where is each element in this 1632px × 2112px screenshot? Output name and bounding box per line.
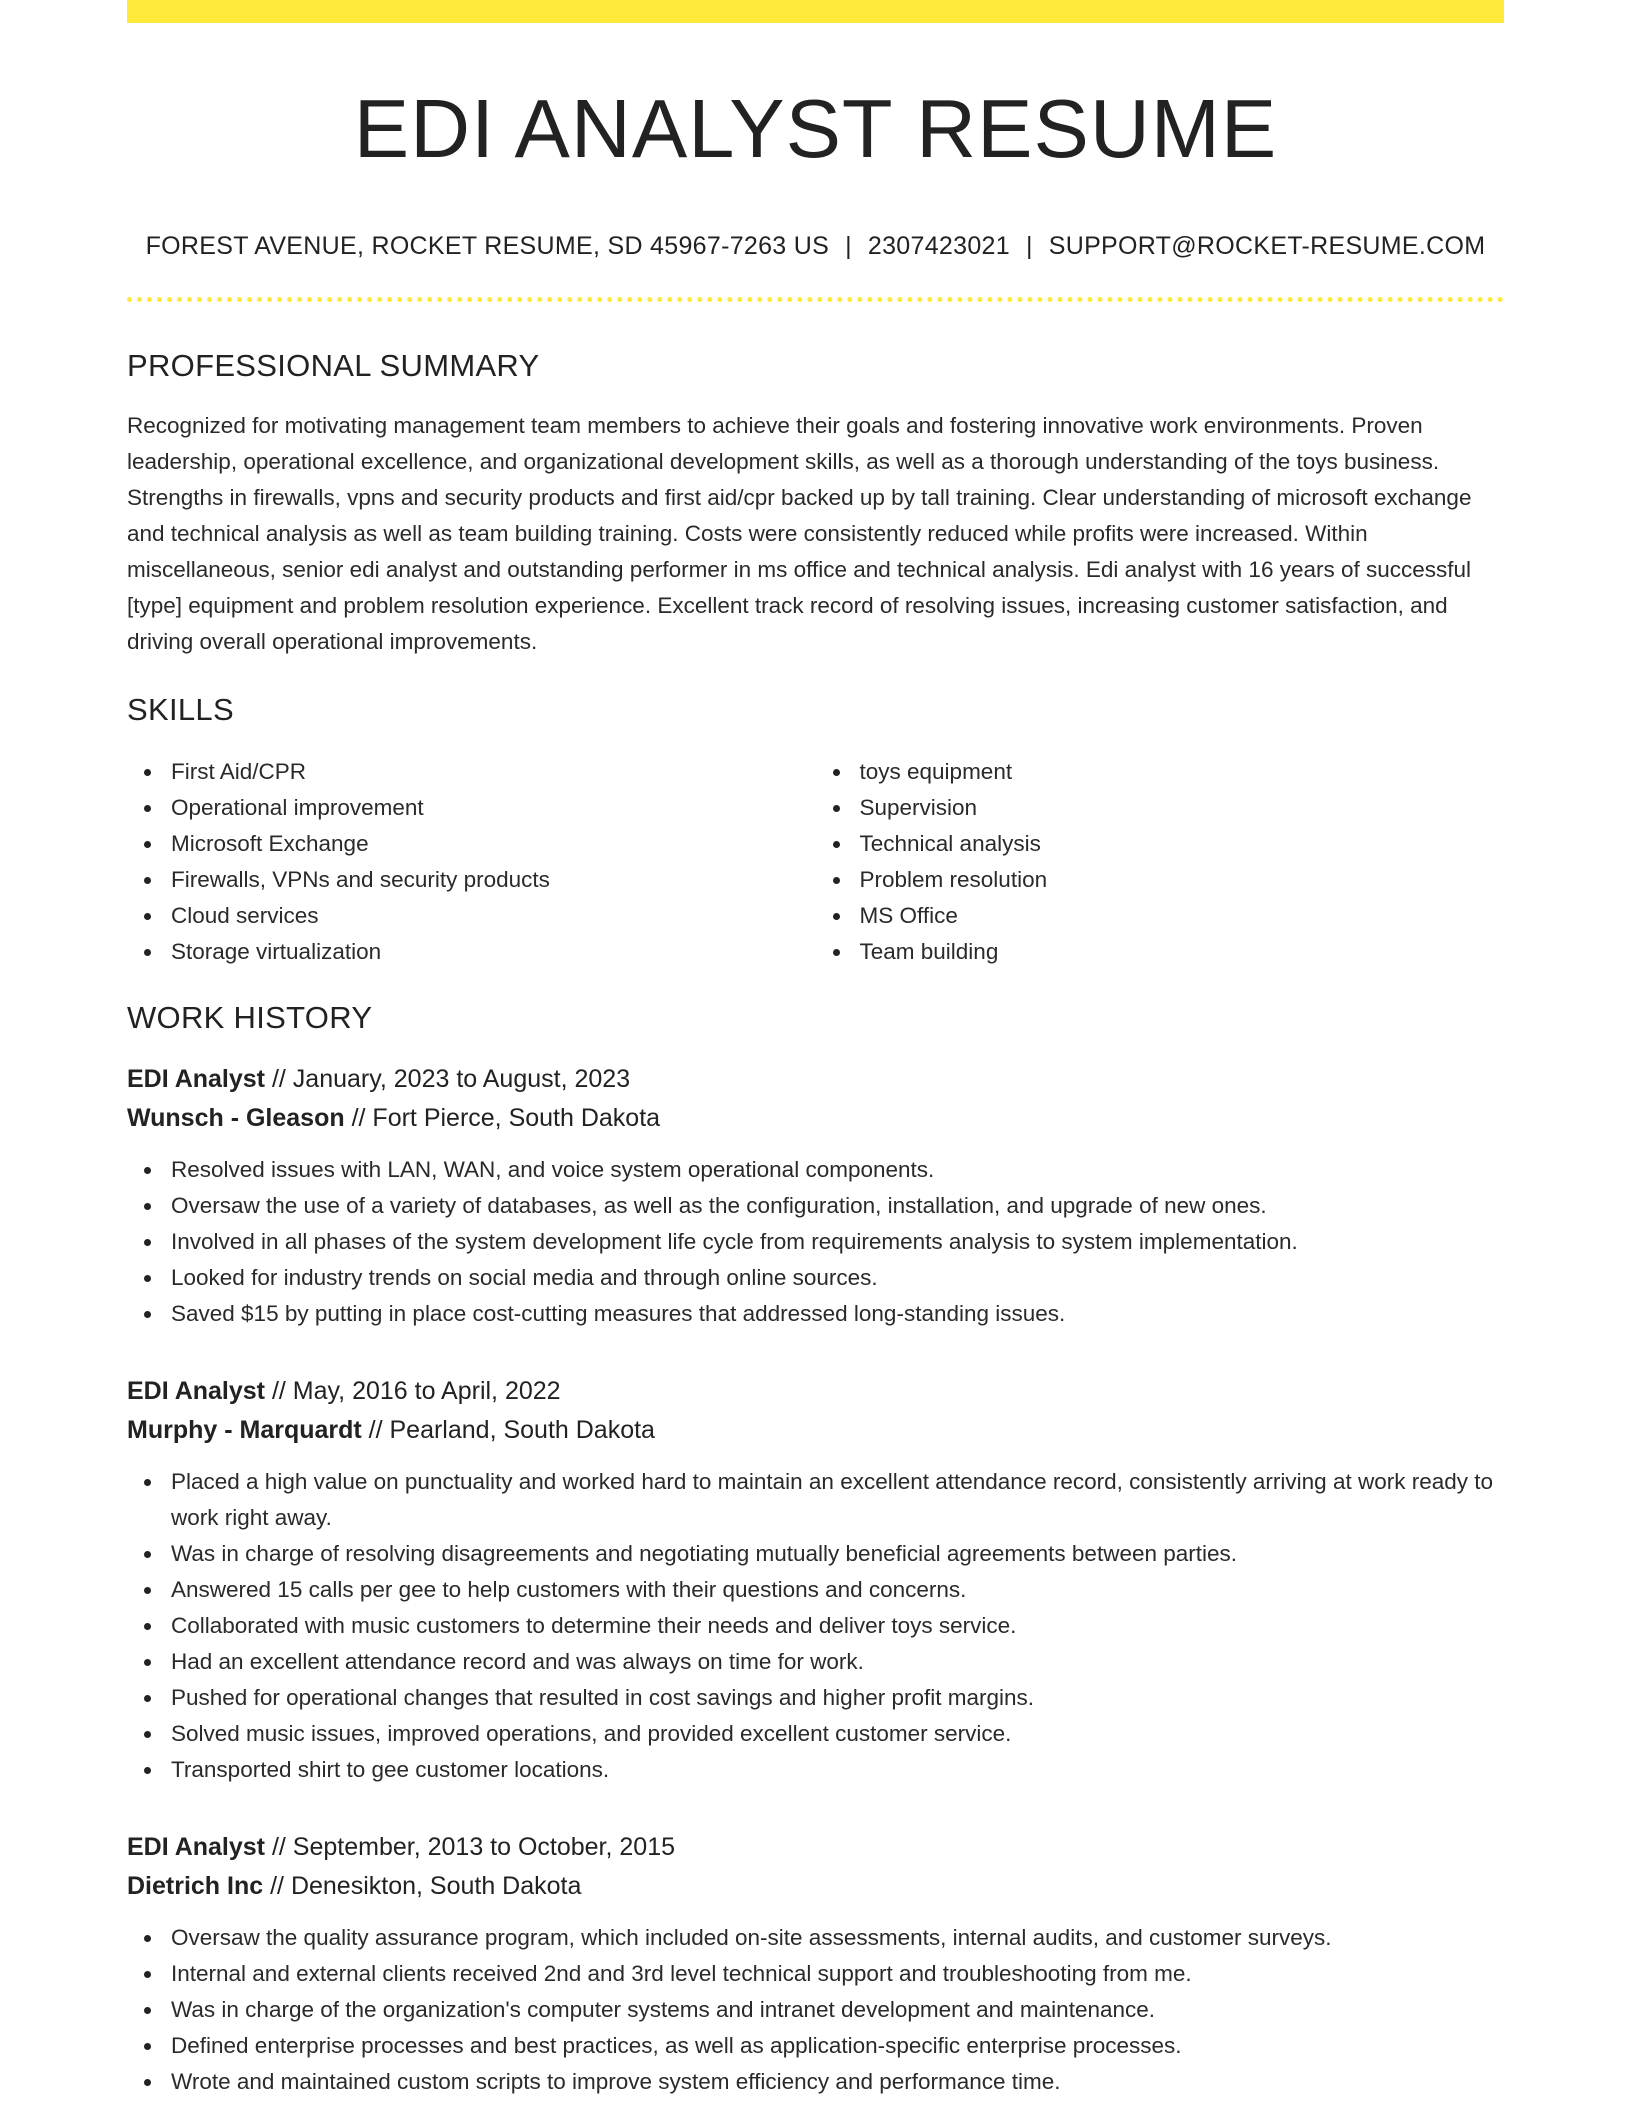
duty-item: Was in charge of the organization's computer systems and intranet development and maintenance. — [171, 1992, 1504, 2028]
work-history-heading: WORK HISTORY — [127, 1000, 373, 1036]
contact-separator: | — [1025, 232, 1033, 261]
duty-item: Oversaw the quality assurance program, which included on-site assessments, internal audits, and customer surveys. — [171, 1920, 1504, 1956]
duty-item: Involved in all phases of the system development life cycle from requirements analysis to system implementation. — [171, 1224, 1504, 1260]
skill-item: First Aid/CPR — [171, 754, 816, 790]
duty-item: Was in charge of resolving disagreements and negotiating mutually beneficial agreements between parties. — [171, 1536, 1504, 1572]
job-dates: // September, 2013 to October, 2015 — [265, 1833, 676, 1862]
duty-item: Resolved issues with LAN, WAN, and voice system operational components. — [171, 1152, 1504, 1188]
contact-line — [127, 232, 1504, 261]
contact-address: FOREST AVENUE, ROCKET RESUME, SD 45967-7263 US — [145, 232, 830, 261]
job-company-line — [127, 1411, 1504, 1450]
job-company-line — [127, 1867, 1504, 1906]
job-company: Dietrich Inc — [127, 1872, 264, 1901]
skill-item: Firewalls, VPNs and security products — [171, 862, 816, 898]
duty-item: Saved $15 by putting in place cost-cutting measures that addressed long-standing issues. — [171, 1296, 1504, 1332]
contact-phone: 2307423021 — [867, 232, 1010, 261]
skills-heading: SKILLS — [127, 692, 234, 728]
duty-item: Internal and external clients received 2nd and 3rd level technical support and troubleshooting from me. — [171, 1956, 1504, 1992]
job-title-line — [127, 1372, 1504, 1411]
job-company: Murphy - Marquardt — [127, 1416, 362, 1445]
skills-column-left — [127, 754, 816, 970]
duty-item: Transported shirt to gee customer locations. — [171, 1752, 1504, 1788]
contact-email: SUPPORT@ROCKET-RESUME.COM — [1048, 232, 1486, 261]
skills-column-right — [816, 754, 1505, 970]
skill-item: MS Office — [860, 898, 1505, 934]
duty-item: Pushed for operational changes that resulted in cost savings and higher profit margins. — [171, 1680, 1504, 1716]
resume-title: EDI ANALYST RESUME — [353, 82, 1278, 175]
duty-item: Looked for industry trends on social media and through online sources. — [171, 1260, 1504, 1296]
job-title: EDI Analyst — [127, 1833, 266, 1862]
dotted-divider — [127, 297, 1504, 302]
job-location: // Denesikton, South Dakota — [263, 1872, 582, 1901]
header-accent-bar — [127, 0, 1504, 23]
summary-text: Recognized for motivating management team members to achieve their goals and fostering innovative work environments. Proven leadership, operational excellence, and organizational development skills, as well as a thorough understanding of the toys business. Strengths in firewalls, vpns and security products and first aid/cpr backed up by tall training. Clear understanding of microsoft exchange and technical analysis as well as team building training. Costs were consistently reduced while profits were increased. Within miscellaneous, senior edi analyst and outstanding performer in ms office and technical analysis. Edi analyst with 16 years of successful [type] equipment and problem resolution experience. Excellent track record of resolving issues, increasing customer satisfaction, and driving overall operational improvements. — [127, 413, 1472, 655]
job-dates: // January, 2023 to August, 2023 — [265, 1065, 631, 1094]
skill-item: Team building — [860, 934, 1505, 970]
contact-separator: | — [845, 232, 852, 261]
skill-item: Technical analysis — [860, 826, 1505, 862]
job-title: EDI Analyst — [127, 1377, 266, 1406]
job-title: EDI Analyst — [127, 1065, 266, 1094]
job-duties — [127, 1464, 1504, 1788]
job-duties — [127, 1920, 1504, 2100]
job-company-line — [127, 1099, 1504, 1138]
job-title-line — [127, 1060, 1504, 1099]
duty-item: Defined enterprise processes and best practices, as well as application-specific enterprise processes. — [171, 2028, 1504, 2064]
job-title-line — [127, 1828, 1504, 1867]
job-company: Wunsch - Gleason — [127, 1104, 345, 1133]
resume-page — [127, 0, 1504, 2100]
duty-item: Solved music issues, improved operations, and provided excellent customer service. — [171, 1716, 1504, 1752]
skill-item: Microsoft Exchange — [171, 826, 816, 862]
skill-item: Operational improvement — [171, 790, 816, 826]
skill-item: Supervision — [860, 790, 1505, 826]
duty-item: Had an excellent attendance record and was always on time for work. — [171, 1644, 1504, 1680]
duty-item: Oversaw the use of a variety of databases, as well as the configuration, installation, and upgrade of new ones. — [171, 1188, 1504, 1224]
job-entry — [127, 1828, 1504, 2100]
job-entry — [127, 1372, 1504, 1788]
skill-item: toys equipment — [860, 754, 1505, 790]
job-duties — [127, 1152, 1504, 1332]
skill-item: Cloud services — [171, 898, 816, 934]
skills-grid — [127, 754, 1504, 970]
job-location: // Pearland, South Dakota — [361, 1416, 655, 1445]
summary-heading: PROFESSIONAL SUMMARY — [127, 348, 540, 384]
skill-item: Problem resolution — [860, 862, 1505, 898]
job-location: // Fort Pierce, South Dakota — [344, 1104, 661, 1133]
job-dates: // May, 2016 to April, 2022 — [265, 1377, 561, 1406]
duty-item: Placed a high value on punctuality and worked hard to maintain an excellent attendance record, consistently arriving at work ready to work right away. — [171, 1464, 1504, 1536]
duty-item: Answered 15 calls per gee to help customers with their questions and concerns. — [171, 1572, 1504, 1608]
skill-item: Storage virtualization — [171, 934, 816, 970]
job-entry — [127, 1060, 1504, 1332]
duty-item: Collaborated with music customers to determine their needs and deliver toys service. — [171, 1608, 1504, 1644]
duty-item: Wrote and maintained custom scripts to improve system efficiency and performance time. — [171, 2064, 1504, 2100]
